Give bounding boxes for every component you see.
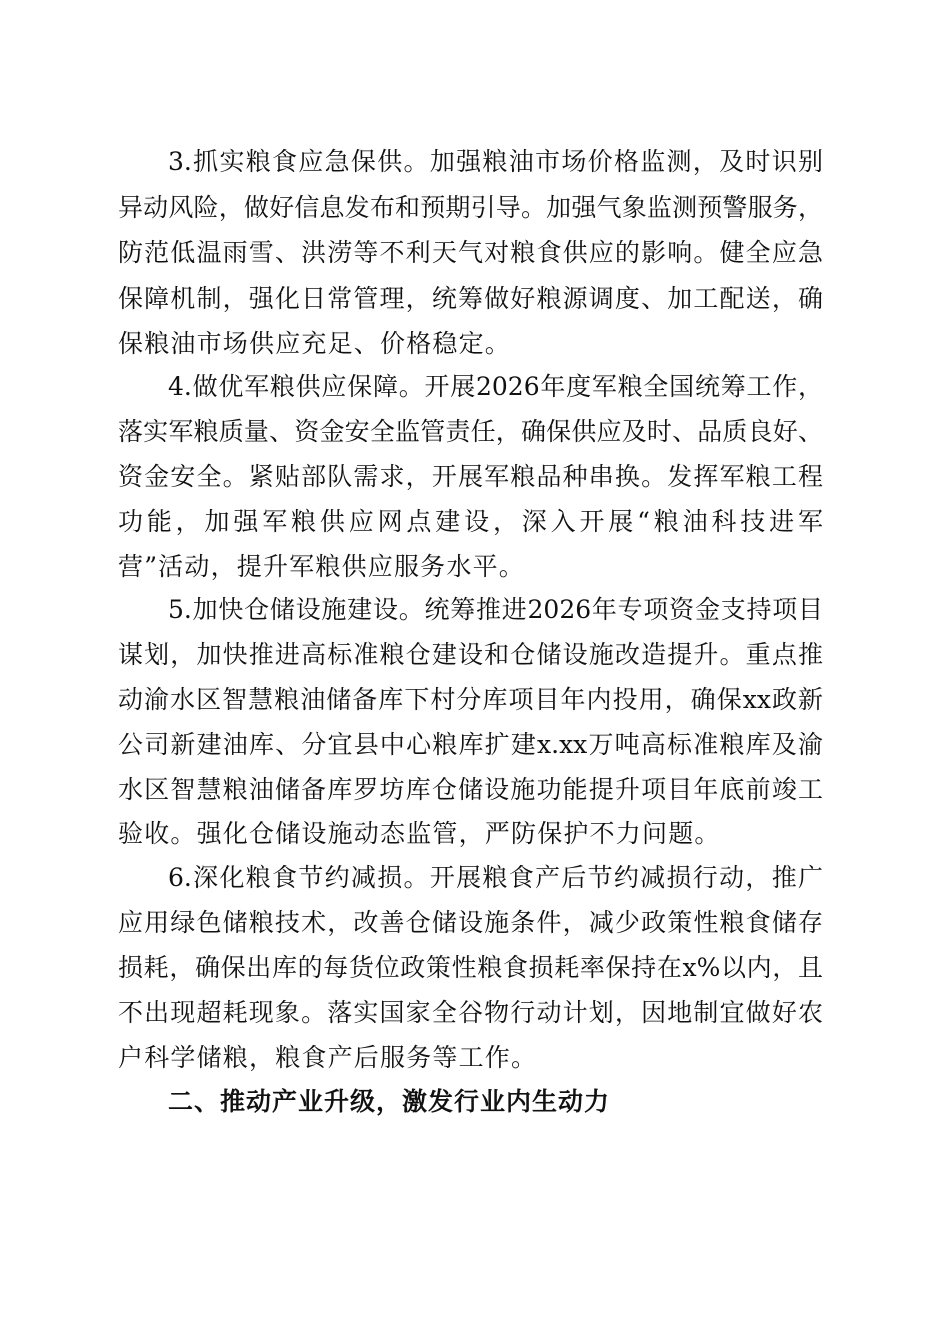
paragraph-line: 异动风险，做好信息发布和预期引导。加强气象监测预警服务， [118,193,823,222]
paragraph-line: 3.抓实粮食应急保供。加强粮油市场价格监测，及时识别 [168,147,823,176]
paragraph-line: 应用绿色储粮技术，改善仓储设施条件，减少政策性粮食储存 [118,908,823,937]
section-heading: 二、推动产业升级，激发行业内生动力 [168,1087,611,1116]
paragraph-line: 损耗，确保出库的每货位政策性粮食损耗率保持在x%以内，且 [118,953,823,982]
paragraph-line: 保障机制，强化日常管理，统筹做好粮源调度、加工配送，确 [118,284,823,313]
paragraph-line: 动渝水区智慧粮油储备库下村分库项目年内投用，确保xx政新 [118,685,823,714]
paragraph-line: 营”活动，提升军粮供应服务水平。 [118,552,525,581]
paragraph-line: 水区智慧粮油储备库罗坊库仓储设施功能提升项目年底前竣工 [118,775,823,804]
paragraph-line: 资金安全。紧贴部队需求，开展军粮品种串换。发挥军粮工程 [118,462,823,491]
paragraph-line: 保粮油市场供应充足、价格稳定。 [118,329,512,358]
paragraph-line: 验收。强化仓储设施动态监管，严防保护不力问题。 [118,819,721,848]
paragraph-line: 5.加快仓储设施建设。统筹推进2026年专项资金支持项目 [168,595,823,624]
paragraph-line: 户科学储粮，粮食产后服务等工作。 [118,1043,538,1072]
paragraph-line: 谋划，加快推进高标准粮仓建设和仓储设施改造提升。重点推 [118,640,823,669]
paragraph-line: 6.深化粮食节约减损。开展粮食产后节约减损行动，推广 [168,863,823,892]
paragraph-line: 4.做优军粮供应保障。开展2026年度军粮全国统筹工作， [168,372,823,401]
paragraph-line: 落实军粮质量、资金安全监管责任，确保供应及时、品质良好、 [118,417,823,446]
paragraph-line: 公司新建油库、分宜县中心粮库扩建x.xx万吨高标准粮库及渝 [118,730,823,759]
paragraph-line: 功能，加强军粮供应网点建设，深入开展“粮油科技进军 [118,507,823,536]
paragraph-line: 防范低温雨雪、洪涝等不利天气对粮食供应的影响。健全应急 [118,238,823,267]
paragraph-line: 不出现超耗现象。落实国家全谷物行动计划，因地制宜做好农 [118,998,823,1027]
